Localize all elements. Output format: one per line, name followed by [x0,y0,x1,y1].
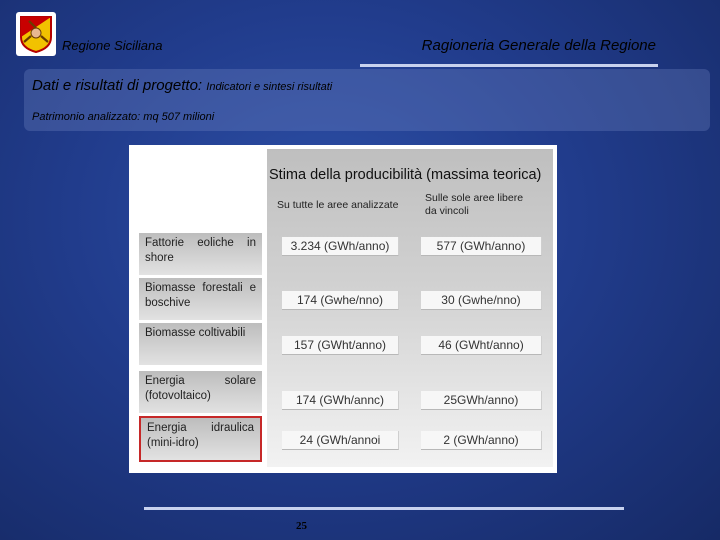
value-hydro-free: 2 (GWh/anno) [421,431,542,450]
value-solar-all: 174 (GWh/annc) [282,391,399,410]
column-header-all-areas: Su tutte le aree analizzate [277,199,399,211]
row-label-crop-biomass: Biomasse coltivabili [139,323,262,365]
region-logo [16,12,56,56]
slide-title-main: Dati e risultati di progetto: [32,77,203,94]
value-crop-biomass-all: 157 (GWht/anno) [282,336,399,355]
row-label-forest-biomass: Biomasse forestali e boschive [139,278,262,320]
value-solar-free: 25GWh/anno) [421,391,542,410]
slide-title [32,77,332,94]
table-title: Stima della producibilità (massima teorica) [269,167,542,183]
value-wind-all: 3.234 (GWh/anno) [282,237,399,256]
row-label-solar: Energia solare (fotovoltaico) [139,371,262,413]
footer-divider [144,507,624,510]
page-number: 25 [296,520,307,532]
value-forest-biomass-free: 30 (Gwhe/nno) [421,291,542,310]
header-divider [360,64,658,67]
results-table-image [129,145,557,473]
value-wind-free: 577 (GWh/anno) [421,237,542,256]
column-header-free-areas: Sulle sole aree libere da vincoli [425,192,524,217]
slide-subtitle: Patrimonio analizzato: mq 507 milioni [32,111,215,123]
row-label-wind: Fattorie eoliche in shore [139,233,262,275]
value-forest-biomass-all: 174 (Gwhe/nno) [282,291,399,310]
sicily-trinacria-icon [19,15,53,53]
header-department-name: Ragioneria Generale della Regione [421,37,656,54]
value-hydro-all: 24 (GWh/annoi [282,431,399,450]
value-crop-biomass-free: 46 (GWht/anno) [421,336,542,355]
header-region-name: Regione Siciliana [62,38,163,53]
slide-title-sub: Indicatori e sintesi risultati [206,81,333,93]
row-label-hydro: Energia idraulica (mini-idro) [139,416,262,462]
